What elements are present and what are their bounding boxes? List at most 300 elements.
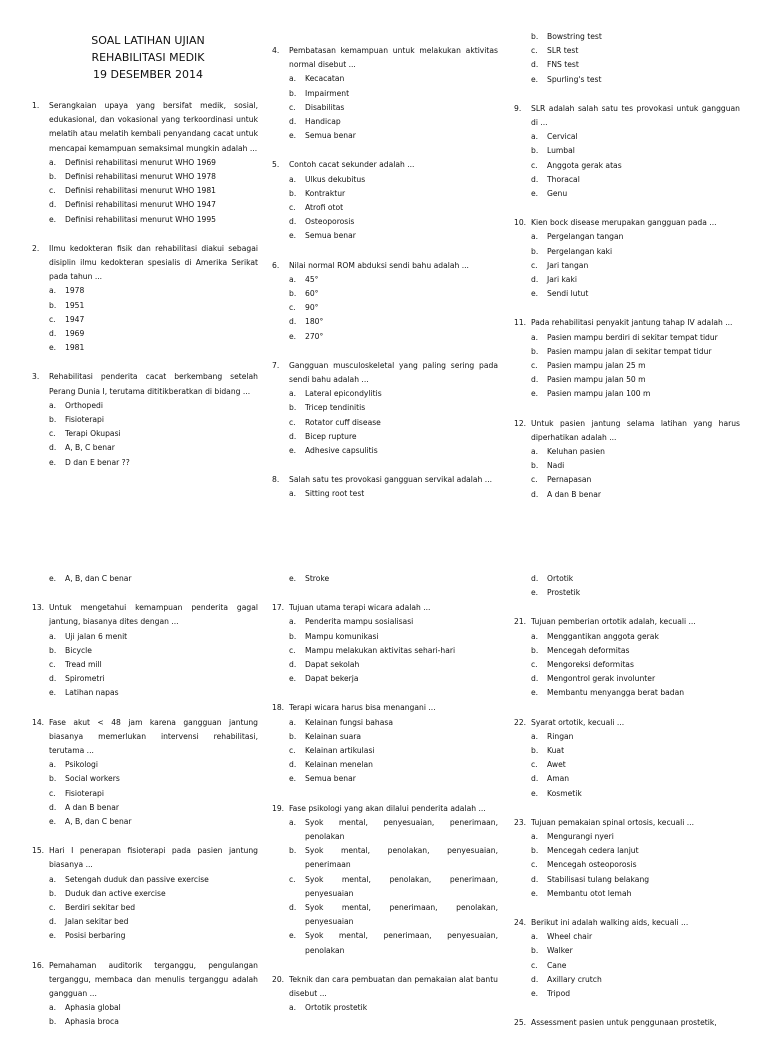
answer-option: [272, 658, 498, 672]
option-text: Tread mill: [65, 660, 102, 670]
option-text: Prostetik: [547, 588, 581, 598]
option-letter: e.: [289, 774, 297, 784]
option-letter: e.: [289, 331, 297, 341]
option-letter: d.: [531, 275, 539, 285]
question-stem: [272, 158, 498, 172]
answer-option: [272, 129, 498, 143]
option-letter: c.: [289, 645, 296, 655]
option-text: A dan B benar: [547, 489, 602, 499]
answer-option: [514, 58, 740, 72]
answer-option: [514, 973, 740, 987]
question-text: Teknik dan cara pembuatan dan pemakaian alat bantu disebut ...: [289, 974, 498, 999]
column-1: [32, 572, 258, 1045]
question: [514, 716, 740, 801]
option-letter: a.: [531, 232, 539, 242]
option-text: Psikologi: [65, 760, 98, 770]
question-number: 4.: [272, 46, 280, 55]
option-text: Social workers: [65, 774, 120, 784]
question: [514, 615, 740, 700]
answer-option: [514, 187, 740, 201]
question-text: Fase psikologi yang akan dilalui penderita adalah ...: [289, 803, 486, 813]
option-letter: d.: [49, 917, 57, 927]
document-title: [38, 32, 258, 83]
question-stem: [272, 359, 498, 387]
question: [32, 242, 258, 356]
title-line-3: 19 DESEMBER 2014: [93, 68, 203, 81]
question-stem: [272, 44, 498, 72]
question-text: Gangguan musculoskeletal yang paling sering pada sendi bahu adalah ...: [289, 360, 498, 385]
answer-option: [272, 744, 498, 758]
answer-option: [272, 201, 498, 215]
question-number: 1.: [32, 101, 40, 110]
question-list: [32, 99, 258, 470]
answer-option: [32, 399, 258, 413]
option-text: Ulkus dekubitus: [305, 174, 366, 184]
answer-option: [514, 459, 740, 473]
answer-option: [32, 313, 258, 327]
option-letter: a.: [49, 631, 57, 641]
option-text: 270°: [305, 331, 324, 341]
question-text: Terapi wicara harus bisa menangani ...: [289, 703, 436, 713]
answer-option: [32, 198, 258, 212]
answer-option: [32, 915, 258, 929]
question-text: Ilmu kedokteran fisik dan rehabilitasi diakui sebagai disiplin ilmu kedokteran spesialis di Amerika Serikat pada tahun ...: [49, 243, 258, 282]
option-letter: e.: [49, 214, 57, 224]
question-stem: [514, 417, 740, 445]
option-letter: d.: [531, 60, 539, 70]
option-letter: e.: [531, 289, 539, 299]
question: [272, 973, 498, 1016]
answer-option: [272, 301, 498, 315]
question-text: Pembatasan kemampuan untuk melakukan aktivitas normal disebut ...: [289, 46, 498, 70]
question: [514, 816, 740, 901]
option-letter: b.: [49, 1017, 57, 1027]
answer-option: [514, 44, 740, 58]
answer-option: [514, 772, 740, 786]
question-stem: [272, 701, 498, 715]
answer-option: [272, 572, 498, 586]
question: [32, 370, 258, 469]
answer-option: [514, 730, 740, 744]
title-line-2: REHABILITASI MEDIK: [91, 51, 205, 64]
answer-option: [272, 630, 498, 644]
answer-option: [32, 1001, 258, 1015]
answer-option: [514, 744, 740, 758]
option-text: Mencegah deformitas: [547, 645, 630, 655]
answer-option: [272, 844, 498, 872]
option-text: 1969: [65, 329, 85, 339]
answer-option: [272, 772, 498, 786]
answer-option: [32, 815, 258, 829]
column-2: [272, 44, 498, 517]
option-text: Definisi rehabilitasi menurut WHO 1969: [65, 157, 217, 167]
option-text: Keluhan pasien: [547, 447, 605, 457]
option-letter: c.: [531, 660, 538, 670]
option-text: 1947: [65, 314, 85, 324]
answer-option: [272, 487, 498, 501]
option-letter: e.: [49, 457, 57, 467]
option-text: Semua benar: [305, 131, 356, 141]
option-text: Stabilisasi tulang belakang: [547, 874, 650, 884]
option-text: Membantu otot lemah: [547, 888, 632, 898]
option-letter: e.: [49, 817, 57, 827]
option-text: Definisi rehabilitasi menurut WHO 1947: [65, 200, 217, 210]
option-letter: b.: [289, 731, 297, 741]
option-text: Bicycle: [65, 645, 92, 655]
option-letter: a.: [49, 286, 57, 296]
answer-option: [514, 959, 740, 973]
question-stem: [272, 601, 498, 615]
answer-option: [272, 101, 498, 115]
option-text: Syok mental, penerimaan, penolakan, penyesuaian: [305, 903, 498, 927]
option-letter: e.: [531, 389, 539, 399]
question-text: Tujuan pemberian ortotik adalah, kecuali ...: [531, 617, 696, 627]
answer-option: [32, 184, 258, 198]
option-text: Aman: [547, 774, 570, 784]
option-text: Pasien mampu jalan 100 m: [547, 389, 651, 399]
option-letter: b.: [49, 888, 57, 898]
option-letter: b.: [531, 146, 539, 156]
option-letter: a.: [289, 617, 297, 627]
question-list: [514, 615, 740, 1030]
answer-option: [514, 586, 740, 600]
option-letter: b.: [289, 403, 297, 413]
question-stem: [32, 242, 258, 285]
option-text: Pergelangan kaki: [547, 246, 613, 256]
question: [514, 417, 740, 502]
option-text: A, B, C benar: [65, 443, 115, 453]
option-letter: c.: [531, 160, 538, 170]
question-stem: [32, 959, 258, 1002]
option-text: Semua benar: [305, 774, 356, 784]
answer-option: [514, 830, 740, 844]
question: [32, 716, 258, 830]
option-text: Fisioterapi: [65, 788, 104, 798]
answer-option: [272, 330, 498, 344]
question-text: Tujuan utama terapi wicara adalah ...: [289, 603, 431, 613]
option-text: Disabilitas: [305, 102, 345, 112]
question-text: Hari I penerapan fisioterapi pada pasien jantung biasanya ...: [49, 846, 258, 870]
option-letter: c.: [49, 314, 56, 324]
answer-option: [272, 287, 498, 301]
column-1: [32, 0, 258, 485]
option-text: Definisi rehabilitasi menurut WHO 1978: [65, 172, 217, 182]
option-letter: d.: [531, 574, 539, 583]
continued-options: [514, 572, 740, 600]
answer-option: [514, 144, 740, 158]
option-letter: e.: [289, 446, 297, 456]
option-text: Adhesive capsulitis: [305, 446, 378, 456]
question-number: 22.: [514, 717, 527, 727]
question-list: [272, 601, 498, 1015]
option-text: Spurling's test: [547, 74, 602, 84]
question-number: 6.: [272, 260, 280, 270]
answer-option: [272, 273, 498, 287]
question-stem: [514, 716, 740, 730]
option-text: Mengoreksi deformitas: [547, 660, 634, 670]
option-text: Awet: [547, 760, 566, 770]
option-letter: c.: [289, 746, 296, 756]
option-text: 180°: [305, 317, 324, 327]
answer-option: [272, 87, 498, 101]
question-stem: [272, 259, 498, 273]
option-letter: c.: [289, 417, 296, 427]
option-text: Jalan sekitar bed: [65, 917, 129, 927]
answer-option: [514, 373, 740, 387]
option-letter: a.: [49, 760, 57, 770]
question-stem: [272, 973, 498, 1001]
option-letter: c.: [531, 960, 538, 970]
option-text: 1978: [65, 286, 85, 296]
answer-option: [514, 30, 740, 44]
option-text: Orthopedi: [65, 400, 103, 410]
answer-option: [32, 929, 258, 943]
answer-option: [272, 444, 498, 458]
option-letter: e.: [49, 343, 57, 353]
option-letter: d.: [531, 375, 539, 385]
option-letter: a.: [531, 932, 539, 942]
question-number: 11.: [514, 318, 527, 328]
answer-option: [272, 615, 498, 629]
question-text: Untuk mengetahui kemampuan penderita gagal jantung, biasanya dites dengan ...: [49, 603, 258, 627]
option-letter: e.: [531, 189, 539, 199]
answer-option: [272, 730, 498, 744]
question: [32, 844, 258, 943]
answer-option: [514, 672, 740, 686]
answer-option: [32, 644, 258, 658]
option-text: Spirometri: [65, 674, 105, 684]
question: [272, 44, 498, 143]
option-text: Kelainan menelan: [305, 760, 373, 770]
option-text: Duduk dan active exercise: [65, 888, 166, 898]
option-letter: a.: [289, 1003, 297, 1013]
answer-option: [32, 456, 258, 470]
option-letter: a.: [49, 874, 57, 884]
answer-option: [272, 758, 498, 772]
option-letter: c.: [531, 46, 538, 56]
option-text: 90°: [305, 303, 319, 313]
question-number: 21.: [514, 617, 527, 627]
answer-option: [514, 130, 740, 144]
option-letter: d.: [289, 217, 297, 227]
option-letter: b.: [531, 32, 539, 41]
option-text: Thoracal: [547, 174, 580, 184]
option-text: Dapat sekolah: [305, 660, 360, 670]
question-stem: [32, 370, 258, 398]
question: [272, 701, 498, 786]
option-text: Ringan: [547, 731, 574, 741]
option-letter: d.: [531, 674, 539, 684]
option-text: Ortotik prostetik: [305, 1003, 368, 1013]
option-text: Jari kaki: [547, 275, 577, 285]
answer-option: [32, 170, 258, 184]
title-line-1: SOAL LATIHAN UJIAN: [91, 34, 205, 47]
option-text: Cane: [547, 960, 567, 970]
option-text: Jari tangan: [547, 260, 589, 270]
option-letter: b.: [531, 346, 539, 356]
option-text: Wheel chair: [547, 932, 593, 942]
option-letter: d.: [289, 431, 297, 441]
option-letter: e.: [531, 788, 539, 798]
option-letter: b.: [289, 289, 297, 299]
answer-option: [272, 315, 498, 329]
option-text: Aphasia broca: [65, 1017, 119, 1027]
column-3: [514, 30, 740, 517]
question-number: 10.: [514, 218, 527, 228]
option-text: Kontraktur: [305, 188, 346, 198]
option-text: Posisi berbaring: [65, 931, 126, 941]
answer-option: [514, 273, 740, 287]
answer-option: [514, 873, 740, 887]
option-text: Kecacatan: [305, 74, 345, 84]
answer-option: [514, 259, 740, 273]
option-text: Kelainan fungsi bahasa: [305, 717, 393, 727]
answer-option: [514, 630, 740, 644]
option-text: Setengah duduk dan passive exercise: [65, 874, 209, 884]
option-letter: c.: [531, 475, 538, 485]
answer-option: [514, 230, 740, 244]
option-text: Stroke: [305, 574, 330, 583]
option-letter: d.: [531, 974, 539, 984]
answer-option: [32, 341, 258, 355]
continued-options: [514, 30, 740, 87]
question-stem: [514, 916, 740, 930]
option-letter: d.: [531, 174, 539, 184]
question-number: 14.: [32, 717, 45, 727]
option-text: Walker: [547, 946, 573, 956]
option-text: Mencegah osteoporosis: [547, 860, 637, 870]
option-text: FNS test: [547, 60, 579, 70]
answer-option: [272, 644, 498, 658]
option-letter: b.: [49, 645, 57, 655]
answer-option: [272, 215, 498, 229]
question-number: 9.: [514, 103, 522, 113]
question: [272, 158, 498, 243]
answer-option: [514, 73, 740, 87]
answer-option: [514, 844, 740, 858]
option-text: Terapi Okupasi: [65, 429, 121, 439]
option-letter: b.: [49, 415, 57, 425]
option-letter: b.: [531, 846, 539, 856]
question-stem: [272, 802, 498, 816]
question-number: 7.: [272, 360, 280, 370]
question: [272, 473, 498, 501]
option-text: Fisioterapi: [65, 415, 104, 425]
answer-option: [514, 245, 740, 259]
option-letter: d.: [531, 774, 539, 784]
option-letter: d.: [289, 903, 297, 913]
option-letter: d.: [531, 489, 539, 499]
answer-option: [272, 416, 498, 430]
question: [32, 959, 258, 1030]
option-text: Kuat: [547, 746, 565, 756]
option-letter: d.: [289, 117, 297, 127]
question-text: Untuk pasien jantung selama latihan yang harus diperhatikan adalah ...: [531, 418, 740, 442]
option-letter: e.: [289, 574, 297, 583]
option-text: Semua benar: [305, 231, 356, 241]
question-stem: [32, 601, 258, 629]
option-text: Pergelangan tangan: [547, 232, 624, 242]
option-letter: e.: [531, 688, 539, 698]
option-letter: a.: [289, 389, 297, 399]
question-text: Contoh cacat sekunder adalah ...: [289, 160, 415, 170]
answer-option: [32, 1015, 258, 1029]
option-letter: c.: [289, 874, 296, 884]
option-letter: b.: [49, 774, 57, 784]
option-letter: c.: [49, 660, 56, 670]
option-text: Cervical: [547, 132, 578, 142]
question-stem: [32, 844, 258, 872]
answer-option: [32, 327, 258, 341]
answer-option: [32, 213, 258, 227]
option-letter: e.: [531, 74, 539, 84]
answer-option: [514, 473, 740, 487]
question-number: 17.: [272, 603, 285, 613]
answer-option: [32, 441, 258, 455]
option-letter: a.: [289, 74, 297, 84]
option-text: A, B, dan C benar: [65, 574, 132, 583]
option-text: Handicap: [305, 117, 341, 127]
answer-option: [514, 658, 740, 672]
option-text: Axillary crutch: [547, 974, 602, 984]
option-text: Uji jalan 6 menit: [65, 631, 128, 641]
answer-option: [32, 572, 258, 586]
answer-option: [32, 156, 258, 170]
answer-option: [32, 284, 258, 298]
answer-option: [32, 672, 258, 686]
option-text: Menggantikan anggota gerak: [547, 631, 659, 641]
question-text: SLR adalah salah satu tes provokasi untuk gangguan di ...: [531, 103, 740, 128]
option-text: Syok mental, penolakan, penyesuaian, penerimaan: [305, 846, 498, 870]
question-stem: [514, 816, 740, 830]
answer-option: [514, 987, 740, 1001]
option-text: Pernapasan: [547, 475, 592, 485]
question-stem: [272, 473, 498, 487]
option-letter: d.: [289, 660, 297, 670]
column-3: [514, 572, 740, 1045]
answer-option: [514, 758, 740, 772]
question-text: Tujuan pemakaian spinal ortosis, kecuali ...: [531, 817, 694, 827]
option-letter: e.: [49, 574, 57, 583]
option-letter: c.: [289, 102, 296, 112]
option-letter: a.: [49, 1003, 57, 1013]
answer-option: [272, 187, 498, 201]
question-text: Fase akut < 48 jam karena gangguan jantung biasanya memerlukan intervensi rehabilitasi, terutama ...: [49, 717, 258, 756]
answer-option: [272, 387, 498, 401]
option-letter: c.: [49, 788, 56, 798]
question-text: Syarat ortotik, kecuali ...: [531, 717, 625, 727]
option-text: 1951: [65, 300, 85, 310]
option-text: SLR test: [547, 46, 579, 56]
option-letter: c.: [531, 860, 538, 870]
question-number: 5.: [272, 160, 280, 170]
option-letter: e.: [531, 888, 539, 898]
option-letter: e.: [49, 931, 57, 941]
option-text: Tripod: [547, 989, 571, 999]
question-number: 18.: [272, 703, 285, 713]
question-text: Salah satu tes provokasi gangguan servikal adalah ...: [289, 475, 493, 485]
option-text: Mencegah cedera lanjut: [547, 846, 639, 856]
answer-option: [32, 758, 258, 772]
question-number: 25.: [514, 1018, 527, 1028]
option-text: Definisi rehabilitasi menurut WHO 1995: [65, 214, 217, 224]
option-text: A, B, dan C benar: [65, 817, 132, 827]
question: [32, 99, 258, 227]
question-number: 8.: [272, 475, 280, 485]
option-text: Syok mental, penyesuaian, penerimaan, penolakan: [305, 817, 498, 842]
answer-option: [272, 816, 498, 844]
option-text: Lateral epicondylitis: [305, 389, 382, 399]
